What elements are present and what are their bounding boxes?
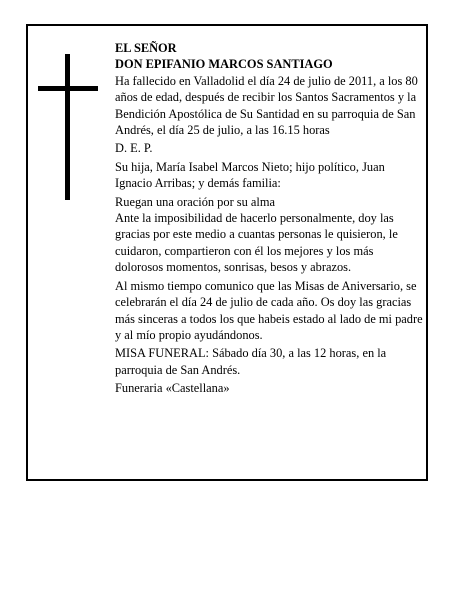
family-list: Su hija, María Isabel Marcos Nieto; hijo político, Juan Ignacio Arribas; y demás familia: (115, 159, 385, 191)
obituary-notice (26, 24, 428, 481)
notice-text-block (115, 40, 423, 397)
cross-horizontal-bar (38, 86, 98, 91)
prayer-request: Ruegan una oración por su alma (115, 194, 275, 209)
deceased-name: DON EPIFANIO MARCOS SANTIAGO (115, 57, 333, 72)
anniversary-masses-paragraph: Al mismo tiempo comunico que las Misas de Aniversario, se celebrarán el día 24 de julio de cada año. Os doy las gracias más sinceras a todos los que habeis estado al lado de mi padre y al mío propio ayudándonos. (115, 278, 423, 342)
funeral-home: Funeraria «Castellana» (115, 381, 230, 396)
death-announcement: Ha fallecido en Valladolid el día 24 de julio de 2011, a los 80 años de edad, después de recibir los Santos Sacramentos y la Bendición Apostólica de Su Santidad en su parroquia de San Andrés, el día 25 de julio, a las 16.15 horas (115, 73, 418, 138)
cross-vertical-bar (65, 54, 70, 200)
funeral-mass-info: MISA FUNERAL: Sábado día 30, a las 12 horas, en la parroquia de San Andrés. (115, 346, 387, 377)
thanks-paragraph: Ante la imposibilidad de hacerlo personalmente, doy las gracias por este medio a cuantas personas le quisieron, le cuidaron, compartieron con él los mejores y los más dolorosos momentos, sonrisas, besos y abrazos. (115, 211, 398, 275)
rip-abbreviation: D. E. P. (115, 141, 153, 156)
cross-icon (38, 54, 98, 200)
notice-title: EL SEÑOR (115, 41, 177, 55)
